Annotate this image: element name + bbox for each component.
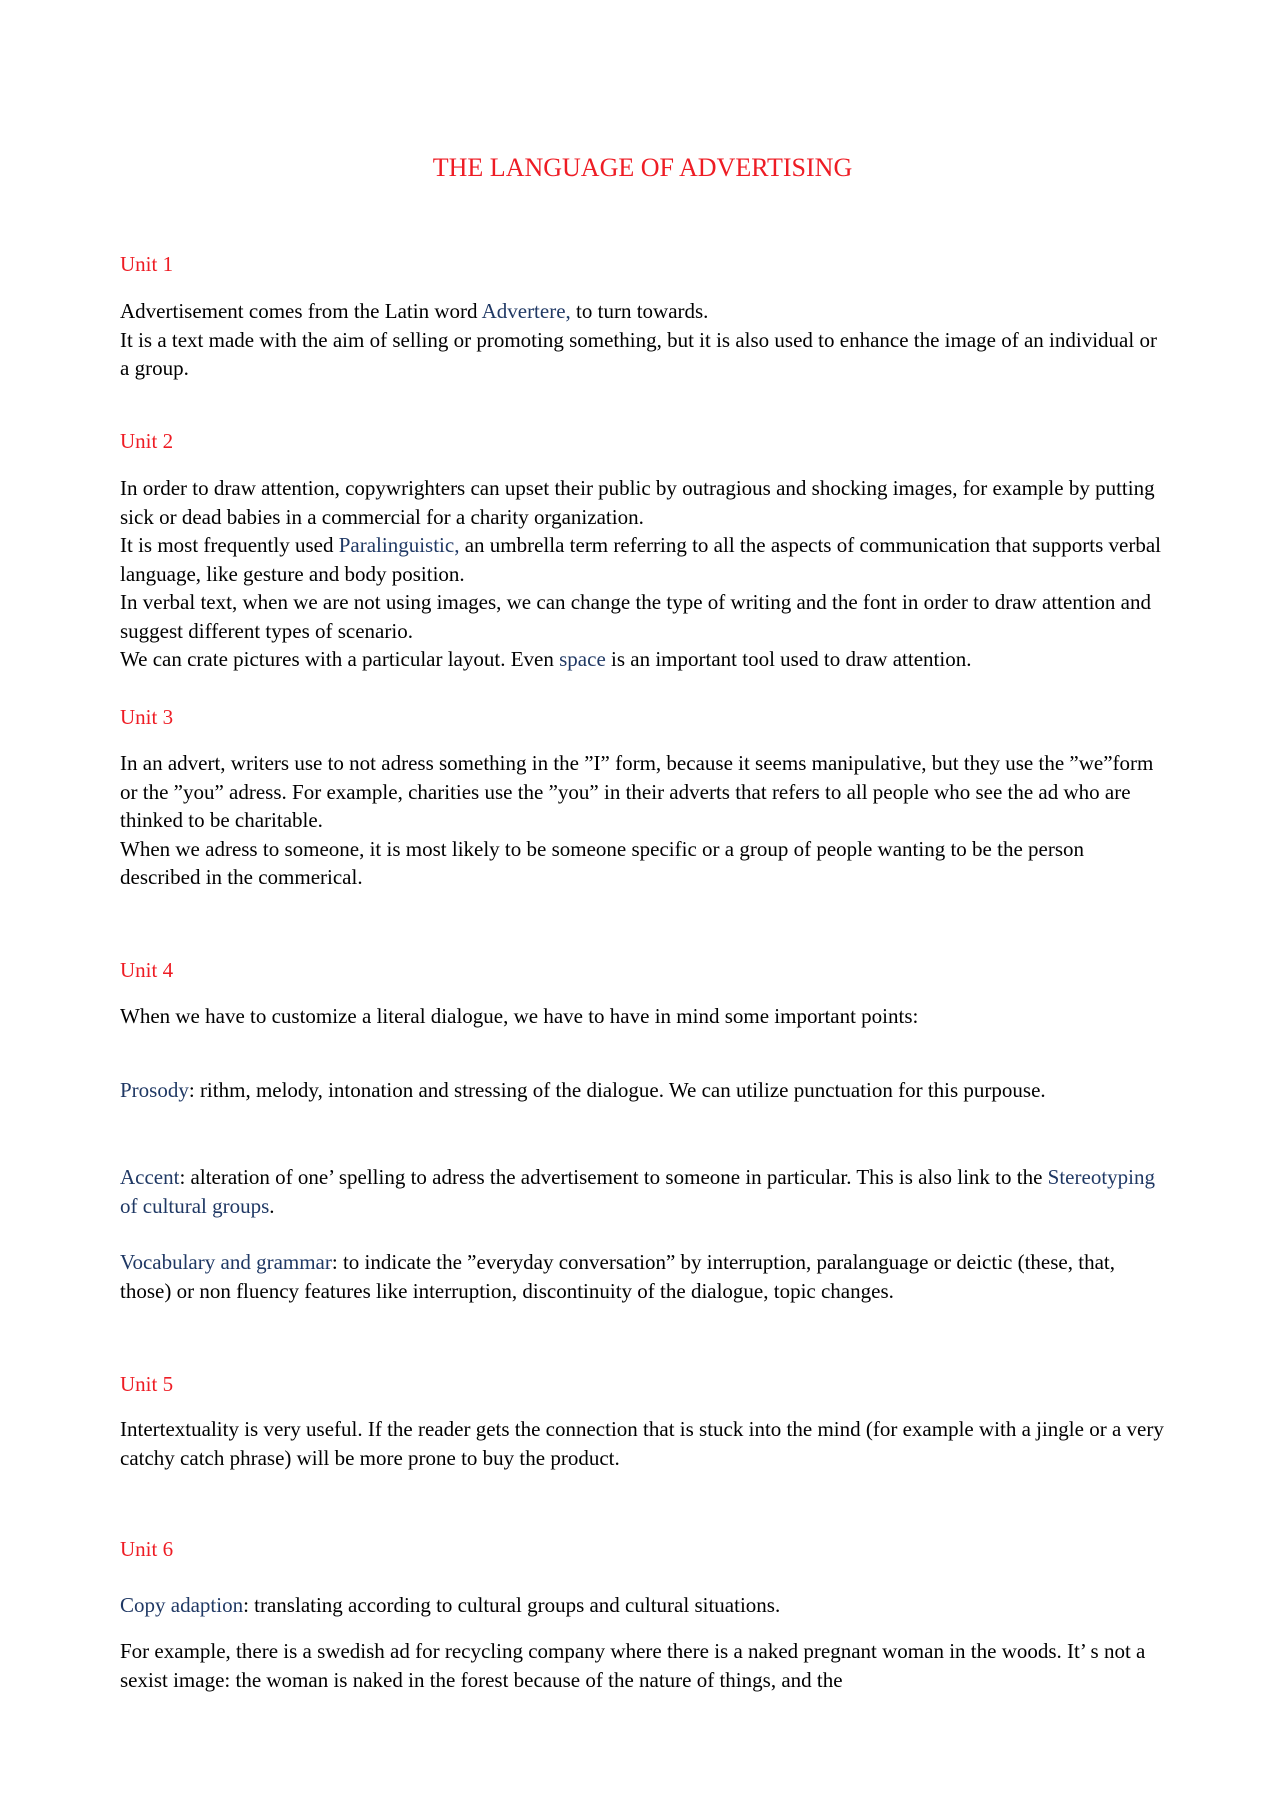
- term-advertere: Advertere,: [481, 299, 571, 323]
- unit-2-line-3-text: In verbal text, when we are not using images, we can change the type of writing and the font in order to draw attention and suggest different types of scenario.: [120, 590, 1151, 643]
- term-paralinguistic: Paralinguistic,: [338, 533, 460, 557]
- unit-4-accent: [120, 1163, 1165, 1220]
- unit-2-line-2-end: an umbrella term referring to all the aspects of communication that supports verbal language, like gesture and body position.: [120, 533, 1161, 586]
- term-stereotyping: Stereotyping of cultural groups: [120, 1165, 1155, 1218]
- unit-3-line-1-text: In an advert, writers use to not adress something in the ”I” form, because it seems manipulative, but they use the ”we”form or the ”you” adress. For example, charities use the ”you” in their adverts that refers to all people who see the ad who are thinked to be charitable.: [120, 751, 1154, 832]
- unit-2-paragraph: [120, 474, 1165, 674]
- accent-definition: : alteration of one’ spelling to adress the advertisement to someone in particular. This is also link to the: [179, 1165, 1048, 1189]
- term-prosody: Prosody: [120, 1078, 189, 1102]
- unit-2-line-2-text: It is most frequently used: [120, 533, 339, 557]
- copy-adaption-definition: : translating according to cultural groups and cultural situations.: [243, 1593, 781, 1617]
- unit-4-vocabulary: [120, 1248, 1165, 1305]
- unit-1-line-1-end: to turn towards.: [570, 299, 709, 323]
- unit-1-line-1-text: Advertisement comes from the Latin word: [120, 299, 482, 323]
- unit-1-heading: Unit 1: [120, 252, 174, 276]
- unit-1-line-2-text: It is a text made with the aim of selling or promoting something, but it is also used to enhance the image of an individual or a group.: [120, 327, 1157, 380]
- term-vocabulary-grammar: Vocabulary and grammar: [120, 1250, 332, 1274]
- unit-6-paragraph: For example, there is a swedish ad for recycling company where there is a naked pregnant woman in the woods. It’ s not a sexist image: the woman is naked in the forest because of the nature of things, and the: [120, 1639, 1146, 1692]
- unit-3-paragraph: [120, 749, 1165, 892]
- unit-3-heading: Unit 3: [120, 705, 174, 729]
- unit-2-line-4-end: is an important tool used to draw attention.: [605, 647, 972, 671]
- unit-3-line-2-text: When we adress to someone, it is most likely to be someone specific or a group of people wanting to be the person described in the commerical.: [120, 836, 1085, 889]
- unit-2-line-4-text: We can crate pictures with a particular layout. Even: [120, 647, 560, 671]
- unit-4-intro: When we have to customize a literal dialogue, we have to have in mind some important points:: [120, 1004, 919, 1028]
- document-title: THE LANGUAGE OF ADVERTISING: [432, 153, 853, 182]
- unit-5-paragraph: Intertextuality is very useful. If the reader gets the connection that is stuck into the mind (for example with a jingle or a very catchy catch phrase) will be more prone to buy the product.: [120, 1417, 1164, 1470]
- unit-2-heading: Unit 2: [120, 429, 174, 453]
- unit-1-paragraph: [120, 297, 1165, 383]
- unit-4-heading: Unit 4: [120, 958, 174, 982]
- unit-2-line-1-text: In order to draw attention, copywrighters can upset their public by outragious and shocking images, for example by putting sick or dead babies in a commercial for a charity organization.: [120, 476, 1155, 529]
- unit-4-prosody: [120, 1076, 1165, 1105]
- unit-6-copy-adaption: [120, 1591, 1165, 1620]
- vocabulary-definition: : to indicate the ”everyday conversation” by interruption, paralanguage or deictic (these, that, those) or non fluency features like interruption, discontinuity of the dialogue, topic changes.: [120, 1250, 1115, 1303]
- term-accent: Accent: [120, 1165, 180, 1189]
- prosody-definition: : rithm, melody, intonation and stressing of the dialogue. We can utilize punctuation for this purpouse.: [188, 1078, 1046, 1102]
- accent-definition-end: .: [269, 1193, 275, 1218]
- term-copy-adaption: Copy adaption: [120, 1593, 244, 1617]
- unit-5-heading: Unit 5: [120, 1372, 174, 1396]
- unit-6-heading: Unit 6: [120, 1537, 174, 1561]
- term-space: space: [559, 647, 606, 671]
